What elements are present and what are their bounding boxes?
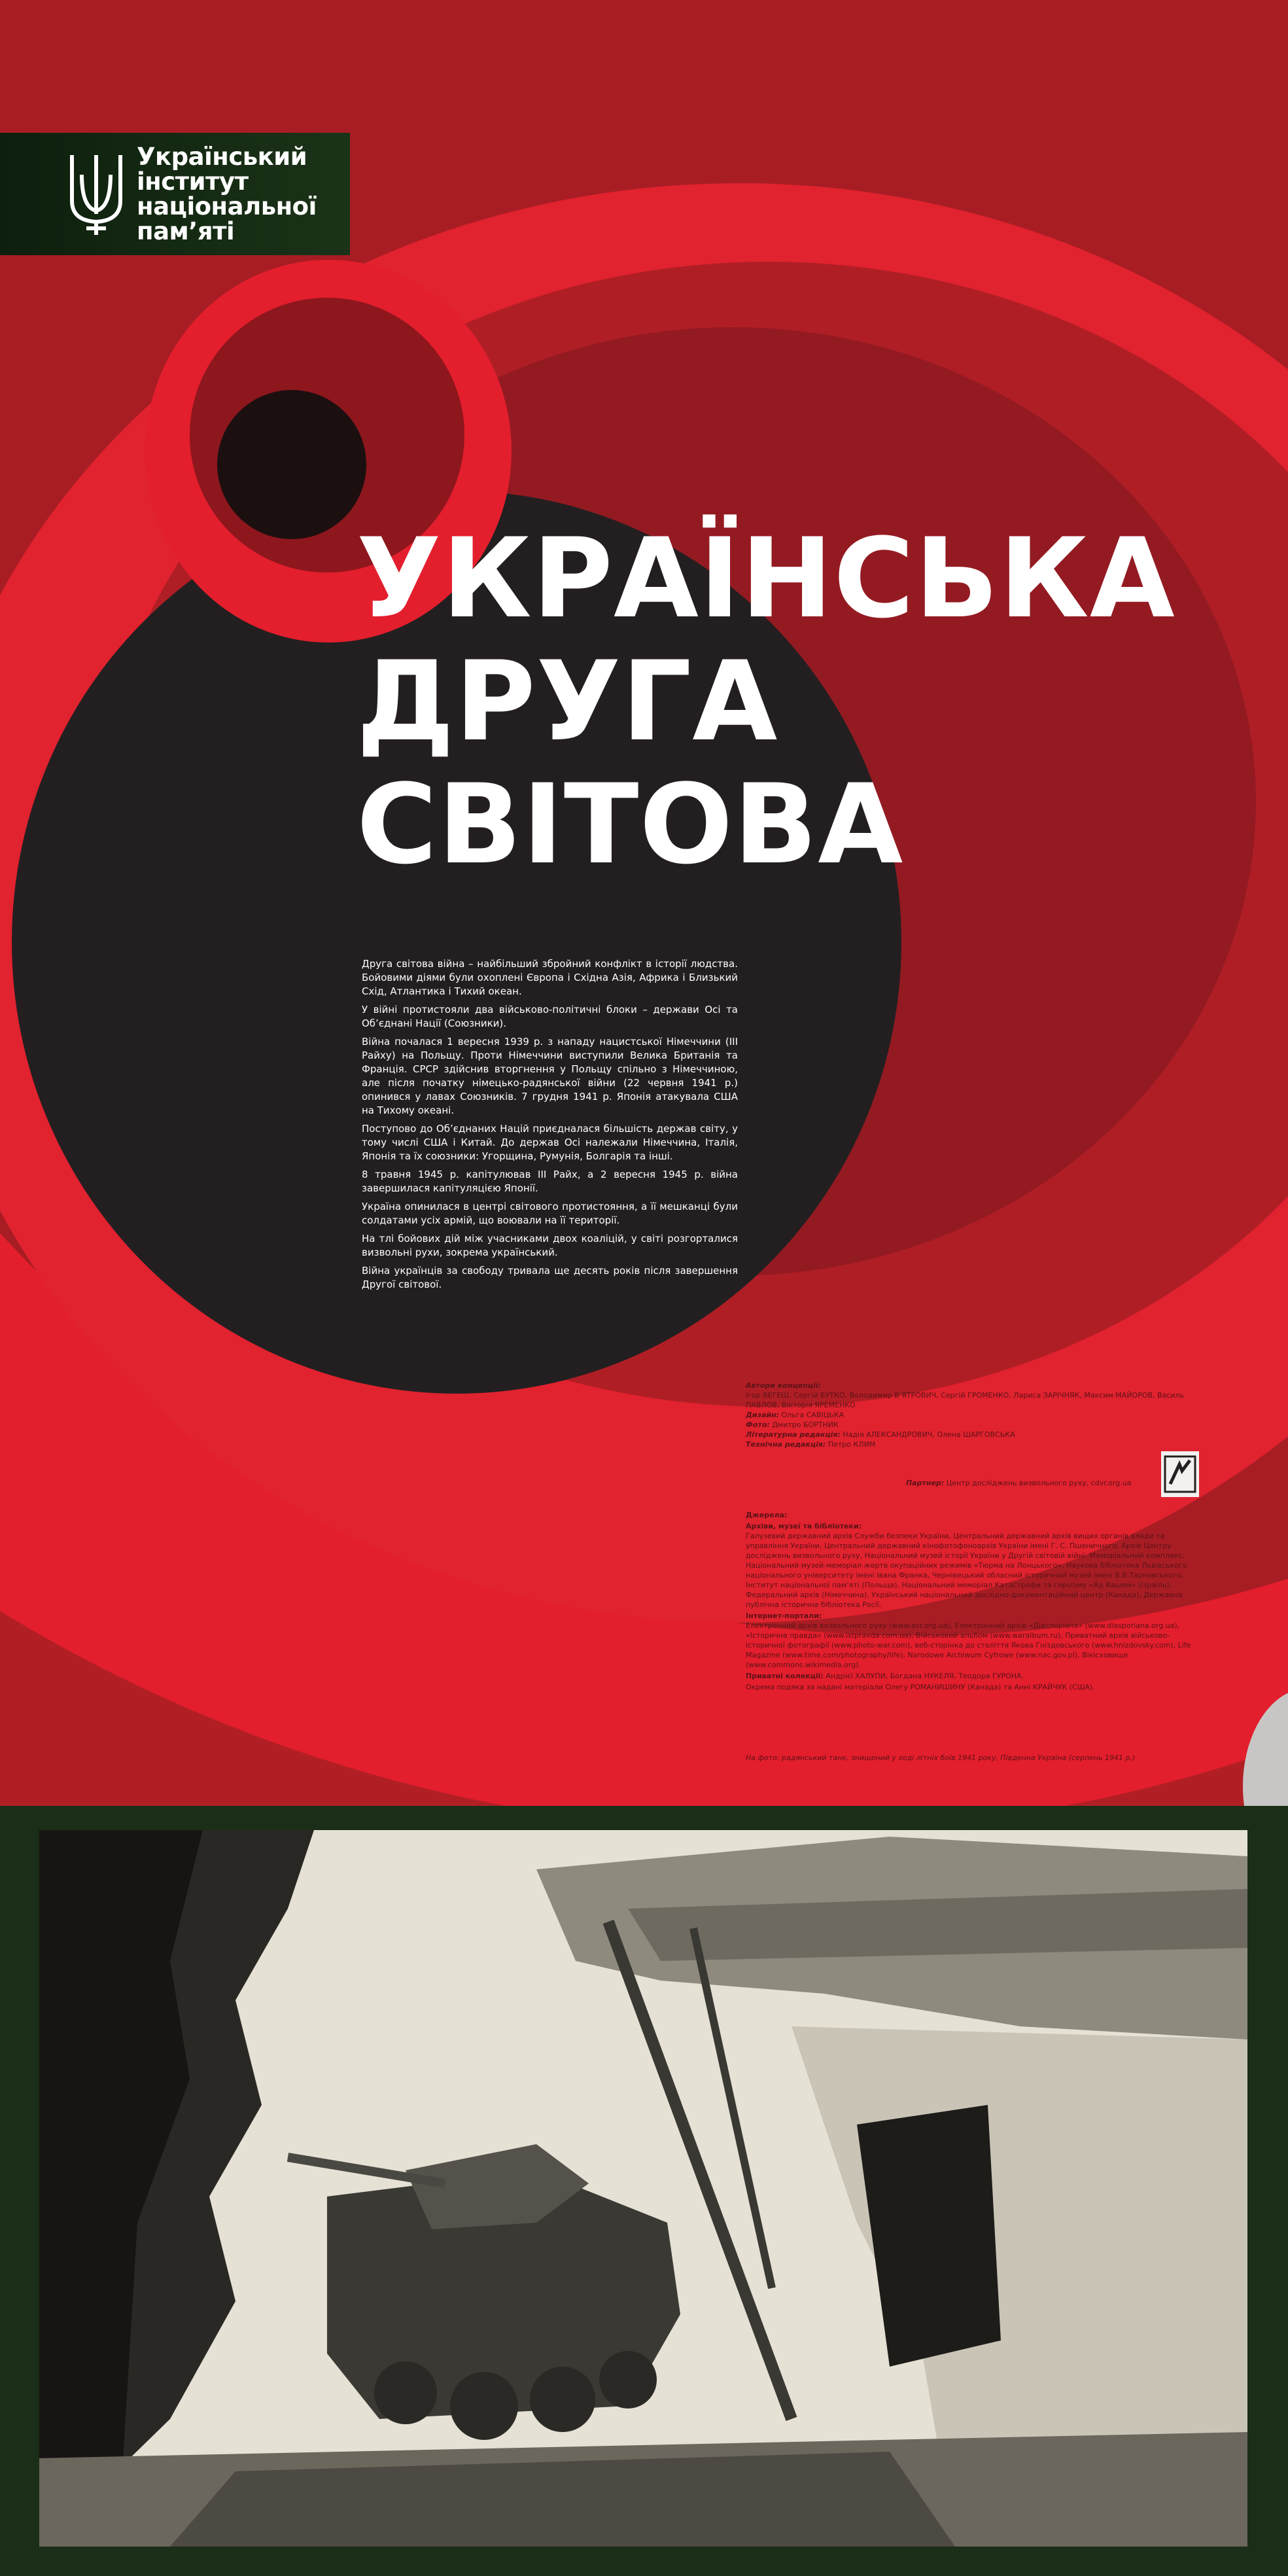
body-paragraph: Друга світова війна – найбільший збройний конфлікт в історії людства. Бойовими діями були охоплені Європа і Східна Азія, Африка і Близький Схід, Атлантика і Тихий океан. [362, 958, 738, 997]
body-paragraph: Україна опинилася в центрі світового протистояння, а її мешканці були солдатами усіх армій, що воювали на її території. [362, 1201, 738, 1226]
credit-line [746, 1381, 1202, 1390]
body-text [362, 957, 738, 1296]
source-label: Приватні колекції: [746, 1672, 824, 1680]
body-paragraph: У війні протистояли два військово-політичні блоки – держави Осі та Об’єднані Нації (Союзники). [362, 1004, 738, 1029]
trident-icon [65, 149, 128, 240]
credit-label: Фото: [746, 1420, 770, 1429]
credit-text: Дмитро БОРТНИК [772, 1420, 839, 1429]
source-text: Електронний архів визвольного руху (www.avr.org.ua), Електронний архів «Діаспоріана» (www.diasporiana.org.ua), «Історична правда» (www.istpravda.com.ua), Військовий альбом (www.waralbum.ru), Приватний архів військово-історичної фотографії (www.photo-war.com), веб-сторінка до століття Якова Гніздовського (www.hnizdovsky.com), Life Magazine (www.time.com/photography/life), Narodowe Archiwum Cyfrowe (www.nac.gov.pl), Вікісховище (www.commons.wikimedia.org). [746, 1621, 1191, 1669]
institute-name-line: Український [137, 142, 307, 171]
body-paragraph: Війна почалася 1 вересня 1939 р. з нападу нацистської Німеччини (ІІІ Райху) на Польщу. Проти Німеччини виступили Велика Британія та Франція. СРСР здійснив вторгнення у Польщу спільно з Німеччиною, але після початку німецько-радянської війни (22 червня 1941 р.) опинився у лавах Союзників. 7 грудня 1941 р. Японія атакувала США на Тихому океані. [362, 1036, 738, 1116]
source-label: Архіви, музеї та бібліотеки: [746, 1522, 862, 1530]
sources-heading-text: Джерела: [746, 1511, 788, 1519]
credit-text: Ігор ВЕГЕШ, Сергій БУТКО, Володимир В’ЯТРОВИЧ, Сергій ГРОМЕНКО, Лариса ЗАРІЧНЯК, Максим МАЙОРОВ, Василь ПАВЛОВ, Вікторія ЯРЕМЕНКО [746, 1391, 1185, 1409]
institute-name-line: інститут [137, 167, 249, 196]
credit-line [746, 1420, 1202, 1430]
institute-logo [0, 133, 350, 255]
institute-name [137, 142, 317, 245]
partner-line [906, 1479, 1131, 1487]
credit-line [746, 1410, 1202, 1420]
source-text: Галузевий державний архів Служби безпеки України, Центральний державний архів вищих органів влади та управління України, Центральний державний кінофотофоноархів України імені Г. С. Пшеничного, Архів Центру досліджень визвольного руху, Національний музей історії України у Другій світовій війні. Меморіальний комплекс, Національний музей-меморіал жертв окупаційних режимів «Тюрма на Лонцького», Наукова бібліотека Львівського національного університету імені Івана Франка, Чернівецький обласний історичний музей імені В.В.Тарновського, Інститут національної пам’яті (Польща), Національний меморіал Катастрофи та героїзму «Яд Вашем» (Ізраїль), Федеральний архів (Німеччина), Український національний дослідно-документаційний центр (Канада), Державна публічна історична бібліотека Росії. [746, 1532, 1187, 1609]
institute-name-line: пам’яті [137, 217, 235, 245]
poster-title [357, 514, 1175, 889]
title-line: СВІТОВА [357, 760, 904, 889]
body-paragraph: Війна українців за свободу тривала ще десять років після завершення Другої світової. [362, 1265, 738, 1290]
partner-text: Центр досліджень визвольного руху, cdvr.org.ua [946, 1479, 1132, 1487]
partner-label: Партнер: [906, 1479, 945, 1487]
title-line: ДРУГА [357, 637, 778, 766]
source-section [746, 1611, 1202, 1670]
credits-block [746, 1381, 1202, 1449]
credit-line [746, 1439, 1202, 1449]
credit-line [746, 1430, 1202, 1439]
institute-name-line: національної [137, 192, 317, 221]
source-label: Інтернет-портали: [746, 1612, 822, 1620]
title-line: УКРАЇНСЬКА [357, 514, 1175, 643]
small-black-dot [217, 390, 366, 539]
source-section [746, 1521, 1202, 1610]
war-photo [39, 1830, 1247, 2547]
body-paragraph: Поступово до Об’єднаних Націй приєдналася більшість держав світу, у тому числі США і Китай. До держав Осі належали Німеччина, Італія, Японія та їх союзники: Угорщина, Румунія, Болгарія та інші. [362, 1123, 738, 1162]
credit-text: Ольга САВІЦЬКА [781, 1411, 844, 1419]
partner-logo-icon [1161, 1451, 1199, 1497]
source-text: Андрієї ХАЛУПИ, Богдана НУКЕЛЯ, Теодора ГУРОНА. [826, 1672, 1024, 1680]
source-section [746, 1671, 1202, 1681]
sources-block [746, 1510, 1202, 1693]
credit-label: Літературна редакція: [746, 1430, 841, 1439]
credit-text: Надія АЛЕКСАНДРОВИЧ, Олена ШАРГОВСЬКА [843, 1430, 1015, 1439]
credit-label: Технічна редакція: [746, 1440, 826, 1449]
source-text: Окрема подяка за надані матеріали Олегу РОМАНИШИНУ (Канада) та Анні КРАЙЧУК (США). [746, 1683, 1095, 1691]
body-paragraph: 8 травня 1945 р. капітулював ІІІ Райх, а 2 вересня 1945 р. війна завершилася капітуляцією Японії. [362, 1169, 738, 1194]
credit-label: Дизайн: [746, 1411, 780, 1419]
credit-label: Автори концепції: [746, 1381, 821, 1390]
sources-heading [746, 1510, 1202, 1520]
source-section [746, 1682, 1202, 1692]
photo-caption: На фото: радянський танк, знищений у ході літніх боїв 1941 року, Південна Україна (серпень 1941 р.) [746, 1754, 1136, 1762]
credit-line [746, 1390, 1202, 1410]
credit-text: Петро КЛИМ [827, 1440, 876, 1449]
war-photo-illustration [39, 1830, 1247, 2547]
body-paragraph: На тлі бойових дій між учасниками двох коаліцій, у світі розгорталися визвольні рухи, зокрема український. [362, 1233, 738, 1258]
